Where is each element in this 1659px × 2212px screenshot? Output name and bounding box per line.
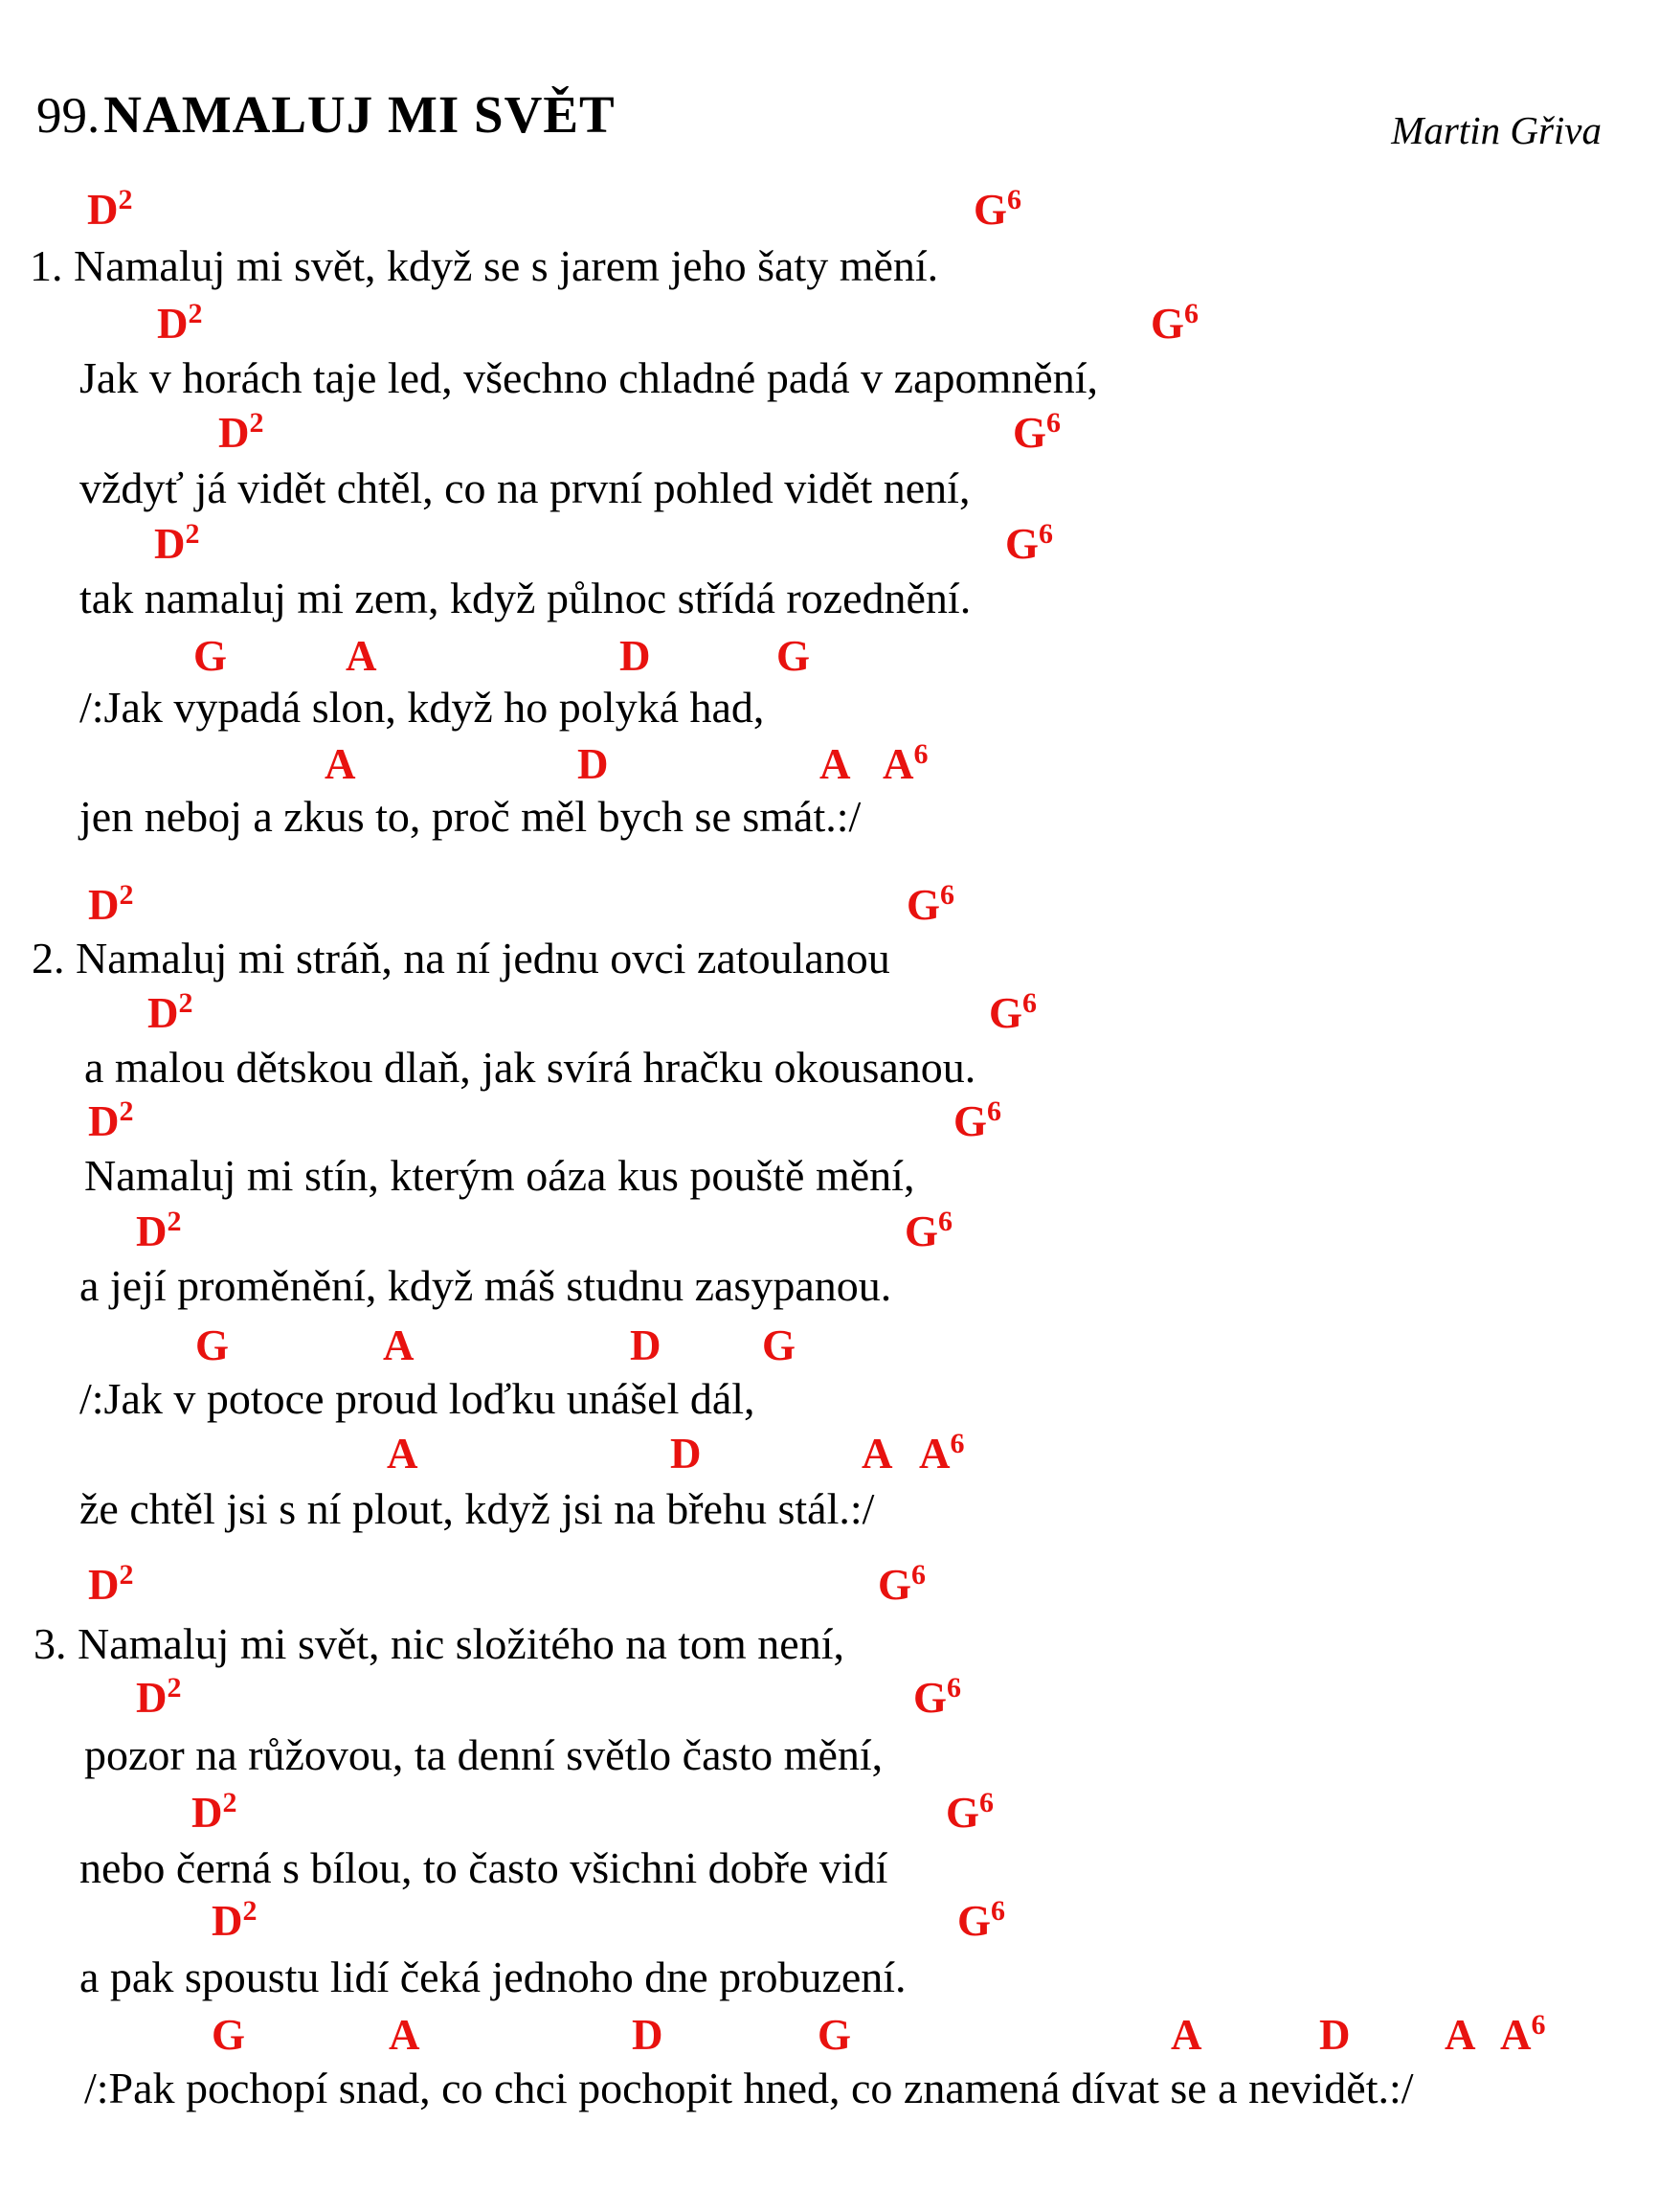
chord-symbol bbox=[630, 1321, 661, 1369]
chord-symbol bbox=[913, 1672, 962, 1722]
song-title-text: NAMALUJ MI SVĚT bbox=[103, 85, 616, 144]
lyric-line: /:Jak vypadá slon, když ho polyká had, bbox=[79, 683, 765, 732]
chord-root: G bbox=[1013, 409, 1047, 457]
chord-symbol bbox=[212, 2011, 246, 2059]
chord-symbol bbox=[1013, 407, 1062, 457]
chord-root: D bbox=[87, 186, 119, 234]
lyric-line: 2. Namaluj mi stráň, na ní jednu ovci zatoulanou bbox=[32, 934, 890, 982]
chord-extension: 2 bbox=[249, 407, 264, 439]
chord-root: D bbox=[147, 989, 179, 1037]
chord-root: G bbox=[957, 1897, 992, 1945]
chord-root: A bbox=[1445, 2011, 1476, 2059]
chord-extension: 2 bbox=[188, 298, 203, 329]
chord-symbol bbox=[953, 1095, 1002, 1145]
chord-extension: 2 bbox=[222, 1787, 237, 1818]
chord-extension: 6 bbox=[913, 738, 929, 770]
chord-symbol bbox=[389, 2011, 420, 2059]
chord-root: D bbox=[136, 1674, 168, 1722]
chord-root: D bbox=[619, 632, 651, 680]
chord-symbol bbox=[632, 2011, 663, 2059]
chord-symbol bbox=[905, 1206, 953, 1255]
chord-symbol bbox=[974, 184, 1022, 234]
chord-root: D bbox=[191, 1789, 223, 1837]
chord-extension: 2 bbox=[119, 879, 134, 911]
lyric-line: a malou dětskou dlaň, jak svírá hračku okousanou. bbox=[84, 1043, 976, 1092]
chord-symbol bbox=[762, 1321, 796, 1369]
chord-root: G bbox=[905, 1208, 939, 1255]
chord-symbol bbox=[776, 632, 811, 680]
chord-extension: 6 bbox=[979, 1787, 995, 1818]
chord-root: A bbox=[325, 740, 356, 788]
lyric-line: a její proměnění, když máš studnu zasypanou. bbox=[79, 1261, 892, 1310]
chord-symbol bbox=[191, 1787, 237, 1837]
chord-symbol bbox=[957, 1895, 1006, 1945]
chord-root: D bbox=[670, 1430, 702, 1478]
chord-root: D bbox=[632, 2011, 663, 2059]
chord-root: D bbox=[136, 1208, 168, 1255]
lyric-line: vždyť já vidět chtěl, co na první pohled vidět není, bbox=[79, 463, 971, 512]
chord-symbol bbox=[946, 1787, 995, 1837]
lyric-line: jen neboj a zkus to, proč měl bych se smát.:/ bbox=[79, 792, 862, 841]
chord-root: G bbox=[946, 1789, 980, 1837]
chord-symbol bbox=[87, 184, 133, 234]
lyric-line: a pak spoustu lidí čeká jednoho dne probuzení. bbox=[79, 1952, 907, 2001]
chord-extension: 2 bbox=[178, 987, 193, 1019]
lyric-line: pozor na růžovou, ta denní světlo často mění, bbox=[84, 1730, 884, 1779]
chord-symbol bbox=[157, 298, 203, 348]
chord-extension: 2 bbox=[119, 1559, 134, 1591]
chord-symbol bbox=[670, 1430, 702, 1478]
chord-extension: 6 bbox=[950, 1428, 965, 1459]
chord-root: A bbox=[383, 1321, 415, 1369]
chord-root: G bbox=[195, 1321, 230, 1369]
chord-extension: 2 bbox=[118, 184, 133, 215]
chord-symbol bbox=[193, 632, 228, 680]
chord-symbol bbox=[989, 987, 1038, 1037]
chord-root: A bbox=[862, 1430, 893, 1478]
chord-root: G bbox=[193, 632, 228, 680]
chord-symbol bbox=[577, 740, 609, 788]
lyric-line: Jak v horách taje led, všechno chladné padá v zapomnění, bbox=[79, 353, 1098, 402]
lyric-line: nebo černá s bílou, to často všichni dobře vidí bbox=[79, 1843, 888, 1892]
chord-extension: 2 bbox=[185, 518, 200, 550]
chord-symbol bbox=[883, 738, 929, 788]
chord-root: G bbox=[776, 632, 811, 680]
chord-root: D bbox=[157, 300, 189, 348]
chord-extension: 6 bbox=[991, 1895, 1006, 1927]
song-number: 99. bbox=[36, 88, 101, 144]
chord-extension: 6 bbox=[1046, 407, 1062, 439]
chord-symbol bbox=[136, 1672, 182, 1722]
chord-root: A bbox=[346, 632, 377, 680]
chord-symbol bbox=[147, 987, 193, 1037]
lyric-line: že chtěl jsi s ní plout, když jsi na břehu stál.:/ bbox=[79, 1484, 875, 1533]
chord-root: G bbox=[1151, 300, 1185, 348]
chord-extension: 6 bbox=[947, 1672, 962, 1704]
chord-extension: 6 bbox=[1022, 987, 1038, 1019]
chord-symbol bbox=[346, 632, 377, 680]
chord-extension: 6 bbox=[1184, 298, 1199, 329]
chord-symbol bbox=[819, 740, 851, 788]
chord-symbol bbox=[919, 1428, 965, 1478]
chord-extension: 6 bbox=[1007, 184, 1022, 215]
lyric-line: Namaluj mi stín, kterým oáza kus pouště mění, bbox=[84, 1151, 915, 1200]
chord-root: G bbox=[878, 1561, 912, 1609]
chord-symbol bbox=[387, 1430, 418, 1478]
chord-symbol bbox=[1500, 2009, 1546, 2059]
chord-root: G bbox=[953, 1097, 988, 1145]
chord-extension: 6 bbox=[987, 1095, 1002, 1127]
chord-root: D bbox=[154, 520, 186, 568]
chord-root: D bbox=[88, 881, 120, 929]
chord-symbol bbox=[1171, 2011, 1202, 2059]
chord-root: G bbox=[974, 186, 1008, 234]
chord-root: G bbox=[1005, 520, 1040, 568]
chord-extension: 6 bbox=[911, 1559, 927, 1591]
chord-symbol bbox=[619, 632, 651, 680]
chord-symbol bbox=[88, 879, 134, 929]
chord-symbol bbox=[212, 1895, 258, 1945]
lyric-line: /:Jak v potoce proud loďku unášel dál, bbox=[79, 1374, 755, 1423]
chord-symbol bbox=[136, 1206, 182, 1255]
page-title bbox=[36, 85, 616, 144]
lyric-line: tak namaluj mi zem, když půlnoc střídá rozednění. bbox=[79, 574, 972, 622]
chord-symbol bbox=[154, 518, 200, 568]
chord-root: A bbox=[883, 740, 914, 788]
chord-symbol bbox=[1005, 518, 1054, 568]
chord-root: A bbox=[389, 2011, 420, 2059]
chord-root: A bbox=[1171, 2011, 1202, 2059]
chord-root: D bbox=[88, 1097, 120, 1145]
lyric-line: /:Pak pochopí snad, co chci pochopit hned, co znamená dívat se a nevidět.:/ bbox=[84, 2064, 1414, 2112]
chord-extension: 6 bbox=[940, 879, 955, 911]
chord-root: D bbox=[88, 1561, 120, 1609]
chord-symbol bbox=[878, 1559, 927, 1609]
chord-extension: 2 bbox=[242, 1895, 258, 1927]
chord-root: D bbox=[630, 1321, 661, 1369]
chord-root: A bbox=[1500, 2011, 1532, 2059]
chord-root: G bbox=[907, 881, 941, 929]
chord-root: A bbox=[919, 1430, 951, 1478]
chord-extension: 6 bbox=[938, 1206, 953, 1237]
chord-symbol bbox=[218, 407, 264, 457]
chord-symbol bbox=[195, 1321, 230, 1369]
chord-symbol bbox=[862, 1430, 893, 1478]
chord-symbol bbox=[88, 1095, 134, 1145]
chord-symbol bbox=[1445, 2011, 1476, 2059]
chord-extension: 6 bbox=[1531, 2009, 1546, 2041]
chord-symbol bbox=[818, 2011, 852, 2059]
chord-root: D bbox=[212, 1897, 243, 1945]
chord-symbol bbox=[383, 1321, 415, 1369]
chord-root: A bbox=[819, 740, 851, 788]
chord-symbol bbox=[325, 740, 356, 788]
chord-symbol bbox=[1151, 298, 1199, 348]
chord-extension: 2 bbox=[119, 1095, 134, 1127]
chord-root: D bbox=[1319, 2011, 1351, 2059]
chord-symbol bbox=[88, 1559, 134, 1609]
chord-root: D bbox=[577, 740, 609, 788]
chord-extension: 6 bbox=[1039, 518, 1054, 550]
chord-root: D bbox=[218, 409, 250, 457]
chord-root: G bbox=[212, 2011, 246, 2059]
chord-root: G bbox=[762, 1321, 796, 1369]
chord-root: G bbox=[989, 989, 1023, 1037]
chord-root: G bbox=[818, 2011, 852, 2059]
chord-extension: 2 bbox=[167, 1206, 182, 1237]
lyric-line: 1. Namaluj mi svět, když se s jarem jeho šaty mění. bbox=[30, 241, 939, 290]
chord-symbol bbox=[907, 879, 955, 929]
chord-extension: 2 bbox=[167, 1672, 182, 1704]
chord-root: G bbox=[913, 1674, 948, 1722]
chord-symbol bbox=[1319, 2011, 1351, 2059]
song-author: Martin Gřiva bbox=[1391, 108, 1602, 152]
lyric-line: 3. Namaluj mi svět, nic složitého na tom není, bbox=[34, 1619, 845, 1668]
chord-root: A bbox=[387, 1430, 418, 1478]
